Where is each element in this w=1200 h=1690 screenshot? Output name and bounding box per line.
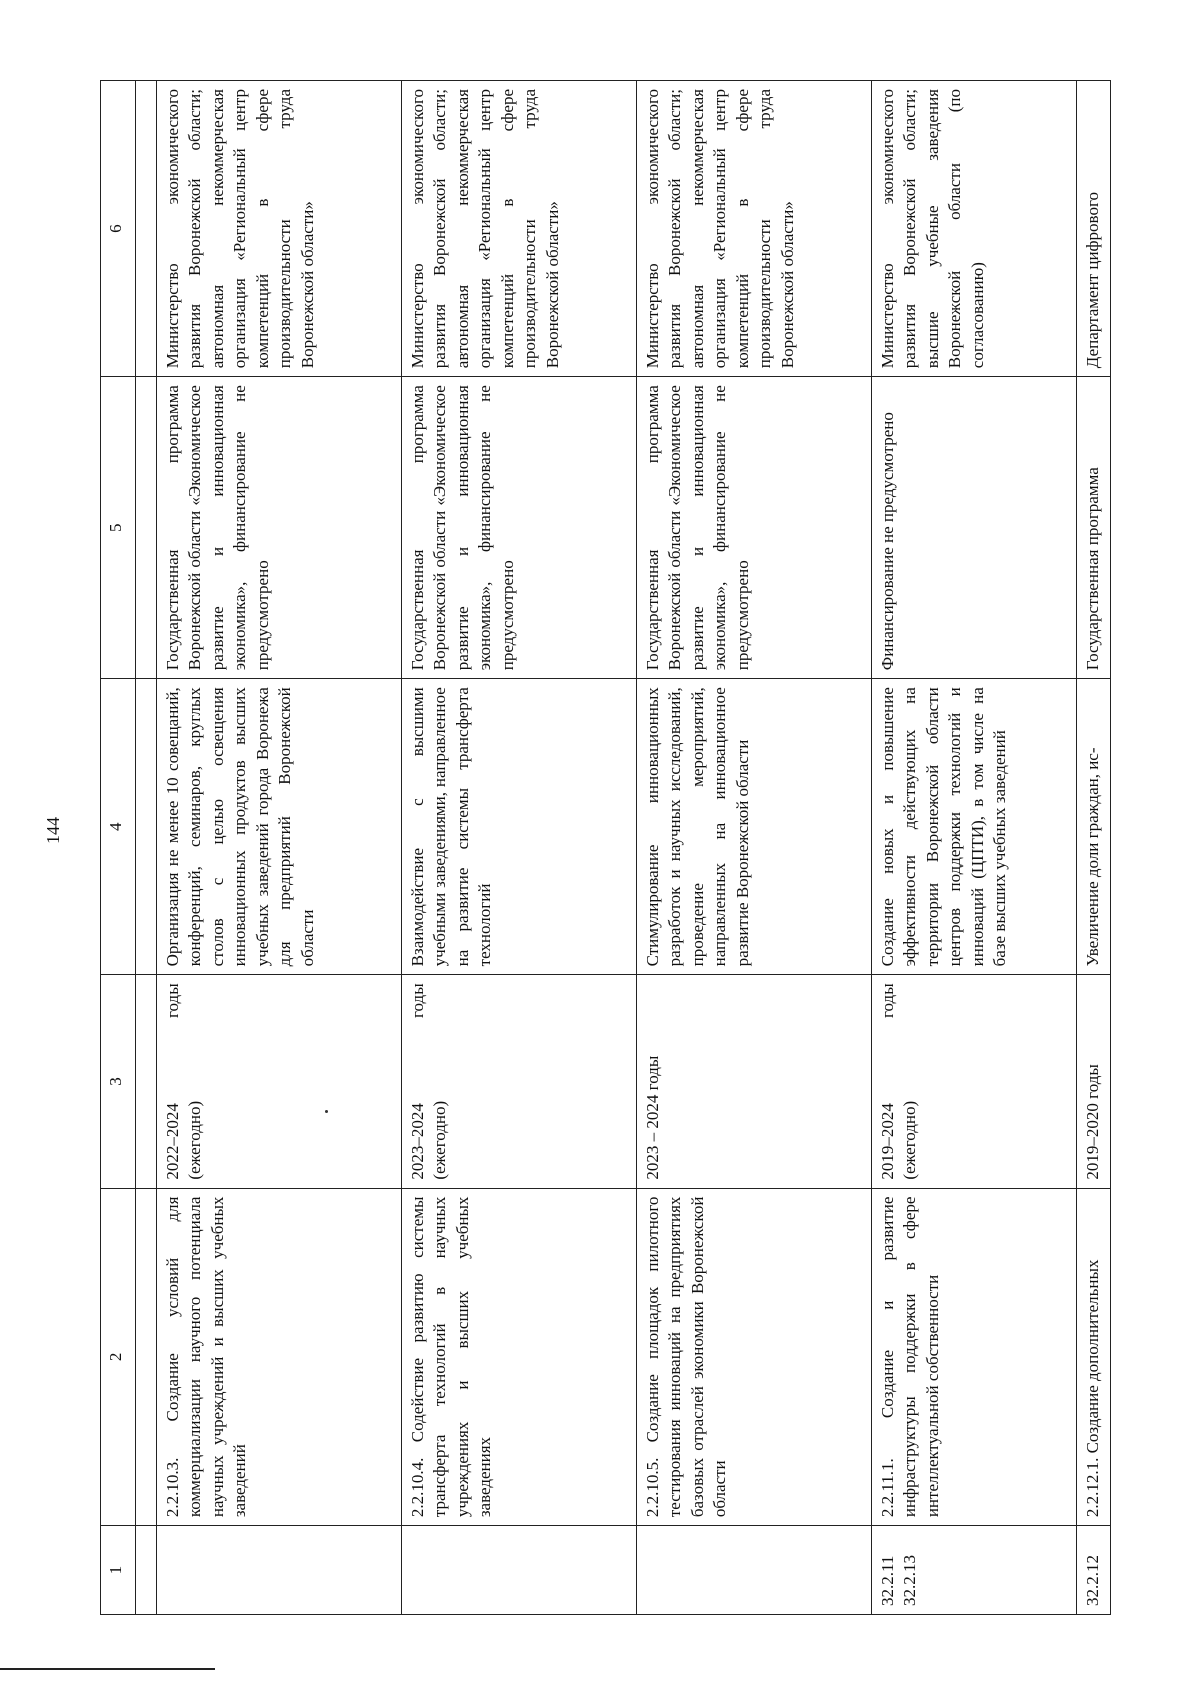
period-cell: 2019–2024 годы (ежегодно) bbox=[872, 975, 1077, 1188]
period-cell: 2019–2020 годы bbox=[1077, 975, 1111, 1188]
row-code-cell bbox=[157, 1526, 402, 1615]
funding-cell: Государственная программа Воронежской области «Экономическое развитие и инновационная экономика», финансирование не предусмотрено bbox=[157, 377, 402, 679]
measure-name-cell: 2.2.10.4. Содействие развитию системы трансферта технологий в научных учреждениях и высших учебных заведениях bbox=[402, 1188, 637, 1526]
executor-cell: Министерство экономического развития Воронежской области; автономная некоммерческая организация «Региональный центр компетенций в сфере производительности труда Воронежской области» bbox=[157, 81, 402, 377]
header-gap-row bbox=[136, 81, 157, 1615]
executor-cell: Министерство экономического развития Воронежской области; высшие учебные заведения Воронежской области (по согласованию) bbox=[872, 81, 1077, 377]
result-cell: Увеличение доли граждан, ис- bbox=[1077, 679, 1111, 975]
header-row bbox=[101, 81, 136, 1615]
executor-cell: Министерство экономического развития Воронежской области; автономная некоммерческая организация «Региональный центр компетенций в сфере производительности труда Воронежской области» bbox=[637, 81, 872, 377]
row-code-cell: 32.2.11 32.2.13 bbox=[872, 1526, 1077, 1615]
result-cell: Взаимодействие с высшими учебными заведениями, направленное на развитие системы трансферта технологий bbox=[402, 679, 637, 975]
table-row bbox=[872, 81, 1077, 1615]
table-row bbox=[157, 81, 402, 1615]
header-cell: 3 bbox=[101, 975, 136, 1188]
period-cell: 2023 – 2024 годы bbox=[637, 975, 872, 1188]
measure-name-cell: 2.2.12.1. Создание дополнительных bbox=[1077, 1188, 1111, 1526]
row-code-cell: 32.2.12 bbox=[1077, 1526, 1111, 1615]
funding-cell: Финансирование не предусмотрено bbox=[872, 377, 1077, 679]
executor-cell: Департамент цифрового bbox=[1077, 81, 1111, 377]
row-code-cell bbox=[402, 1526, 637, 1615]
funding-cell: Государственная программа bbox=[1077, 377, 1111, 679]
funding-cell: Государственная программа Воронежской области «Экономическое развитие и инновационная экономика», финансирование не предусмотрено bbox=[637, 377, 872, 679]
result-cell: Организация не менее 10 совещаний, конференций, семинаров, круглых столов с целью освещения инновационных продуктов высших учебных заведений города Воронежа для предприятий Воронежской области bbox=[157, 679, 402, 975]
measure-name-cell: 2.2.10.3. Создание условий для коммерциализации научного потенциала научных учреждений и высших учебных заведений bbox=[157, 1188, 402, 1526]
page-number: 144 bbox=[43, 817, 63, 844]
funding-cell: Государственная программа Воронежской области «Экономическое развитие и инновационная экономика», финансирование не предусмотрено bbox=[402, 377, 637, 679]
measure-name-cell: 2.2.10.5. Создание площадок пилотного тестирования инноваций на предприятиях базовых отраслей экономики Воронежской области bbox=[637, 1188, 872, 1526]
period-cell: 2022–2024 годы (ежегодно) bbox=[157, 975, 402, 1188]
footnote-rule bbox=[0, 1668, 215, 1670]
result-cell: Создание новых и повышение эффективности действующих на территории Воронежской области центров поддержки технологий и инноваций (ЦПТИ), в том числе на базе высших учебных заведений bbox=[872, 679, 1077, 975]
header-cell: 4 bbox=[101, 679, 136, 975]
period-cell: 2023–2024 годы (ежегодно) bbox=[402, 975, 637, 1188]
table-row bbox=[637, 81, 872, 1615]
rotated-table-container bbox=[100, 80, 1100, 1615]
measure-name-cell: 2.2.11.1. Создание и развитие инфраструктуры поддержки в сфере интеллектуальной собственности bbox=[872, 1188, 1077, 1526]
header-cell: 6 bbox=[101, 81, 136, 377]
result-cell: Стимулирование инновационных разработок и научных исследований, проведение мероприятий, направленных на инновационное развитие Воронежской области bbox=[637, 679, 872, 975]
executor-cell: Министерство экономического развития Воронежской области; автономная некоммерческая организация «Региональный центр компетенций в сфере производительности труда Воронежской области» bbox=[402, 81, 637, 377]
table-row bbox=[402, 81, 637, 1615]
table-row bbox=[1077, 81, 1111, 1615]
header-cell: 5 bbox=[101, 377, 136, 679]
header-cell: 1 bbox=[101, 1526, 136, 1615]
measures-table bbox=[100, 80, 1111, 1615]
scan-speck bbox=[325, 1110, 328, 1113]
row-code-cell bbox=[637, 1526, 872, 1615]
header-cell: 2 bbox=[101, 1188, 136, 1526]
